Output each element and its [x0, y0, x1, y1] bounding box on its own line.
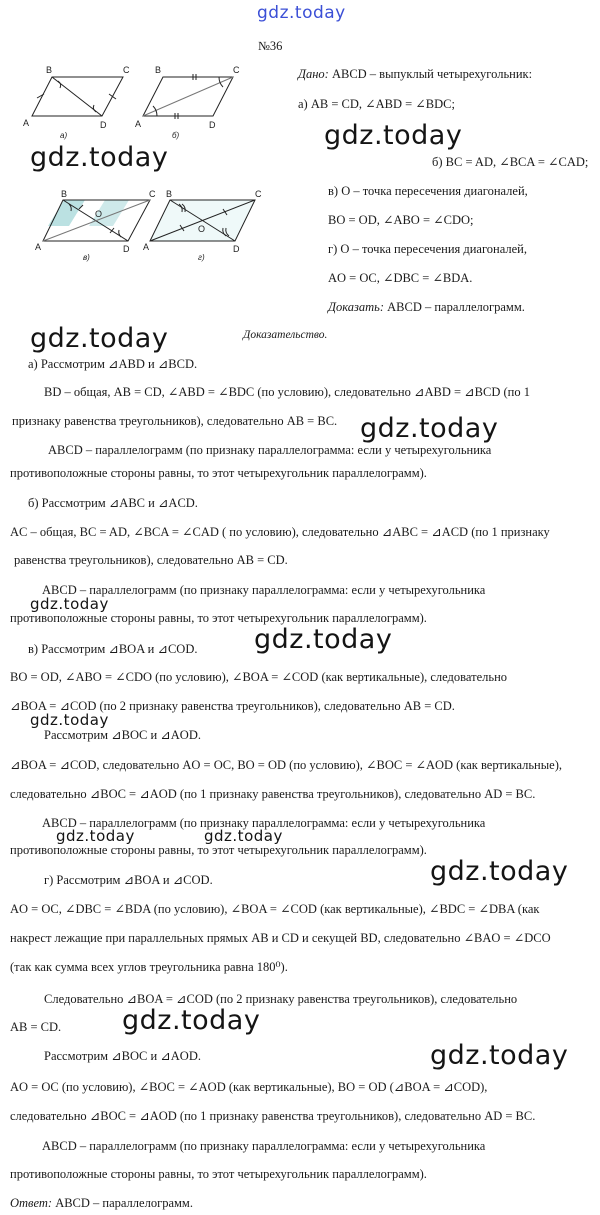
fig-a-label-d: D	[100, 120, 107, 130]
prove-text: ABCD – параллелограмм.	[384, 300, 525, 314]
proof-line: ABCD – параллелограмм (по признаку параллелограмма: если у четырехугольника	[42, 583, 486, 597]
watermark: gdz.today	[254, 624, 393, 655]
answer-label: Ответ:	[10, 1196, 53, 1210]
fig-b-caption: б)	[172, 131, 180, 140]
given-g2: AO = OC, ∠DBC = ∠BDA.	[328, 271, 473, 285]
fig-v-label-d: D	[123, 244, 130, 254]
fig-b-label-b: B	[155, 65, 162, 75]
prove-line	[328, 299, 525, 315]
fig-g-label-b: B	[166, 189, 173, 199]
watermark: gdz.today	[360, 413, 499, 444]
fig-a-caption: а)	[60, 131, 68, 140]
figure-b	[143, 74, 233, 119]
watermark: gdz.today	[324, 120, 463, 151]
given-v2: BO = OD, ∠ABO = ∠CDO;	[328, 213, 474, 227]
fig-g-caption: г)	[198, 253, 205, 262]
proof-line: ⊿BOA = ⊿COD (по 2 признаку равенства треугольников), следовательно AB = CD.	[10, 699, 455, 713]
watermark: gdz.today	[430, 1040, 569, 1071]
proof-line: ⊿BOA = ⊿COD, следовательно AO = OC, BO = OD (по условию), ∠BOC = ∠AOD (как вертикальные),	[10, 758, 562, 772]
proof-line: AO = OC (по условию), ∠BOC = ∠AOD (как вертикальные), BO = OD (⊿BOA = ⊿COD),	[10, 1080, 488, 1094]
watermark: gdz.today	[30, 323, 169, 354]
proof-line: Рассмотрим ⊿BOC и ⊿AOD.	[44, 1049, 201, 1063]
problem-number: №36	[258, 39, 283, 53]
proof-line: противоположные стороны равны, то этот четырехугольник параллелограмм).	[10, 611, 427, 625]
proof-line: ABCD – параллелограмм (по признаку параллелограмма: если у четырехугольника	[42, 1139, 486, 1153]
proof-line: следовательно ⊿BOC = ⊿AOD (по 1 признаку равенства треугольников), следовательно AD = BC.	[10, 787, 536, 801]
fig-v-label-b: B	[61, 189, 68, 199]
answer-line	[10, 1195, 193, 1211]
proof-line: признаку равенства треугольников), следовательно AB = BC.	[12, 414, 338, 428]
proof-line: (так как сумма всех углов треугольника равна 180⁰).	[10, 960, 288, 974]
answer-text: ABCD – параллелограмм.	[52, 1196, 193, 1210]
proof-line: накрест лежащие при параллельных прямых AB и CD и секущей BD, следовательно ∠BAO = ∠DCO	[10, 931, 551, 945]
proof-line: г) Рассмотрим ⊿BOA и ⊿COD.	[44, 873, 213, 887]
watermark: gdz.today	[56, 827, 135, 845]
figure-v	[43, 200, 150, 241]
watermark: gdz.today	[30, 595, 109, 613]
watermark: gdz.today	[122, 1005, 261, 1036]
proof-line: следовательно ⊿BOC = ⊿AOD (по 1 признаку равенства треугольников), следовательно AD = BC.	[10, 1109, 536, 1123]
fig-b-label-a: A	[135, 119, 142, 129]
fig-g-label-o: O	[198, 224, 206, 234]
given-a: а) AB = CD, ∠ABD = ∠BDC;	[298, 97, 455, 111]
watermark: gdz.today	[204, 827, 283, 845]
fig-g-label-c: C	[255, 189, 262, 199]
fig-v-label-a: A	[35, 242, 42, 252]
proof-heading: Доказательство.	[243, 329, 328, 341]
fig-v-caption: в)	[83, 253, 90, 262]
proof-line: в) Рассмотрим ⊿BOA и ⊿COD.	[28, 642, 198, 656]
site-watermark-top: gdz.today	[257, 3, 346, 23]
fig-a-label-b: B	[46, 65, 53, 75]
proof-line: равенства треугольников), следовательно AB = CD.	[14, 553, 288, 567]
proof-line: противоположные стороны равны, то этот четырехугольник параллелограмм).	[10, 466, 427, 480]
fig-v-label-c: C	[149, 189, 156, 199]
given-g1: г) O – точка пересечения диагоналей,	[328, 242, 527, 256]
proof-line: а) Рассмотрим ⊿ABD и ⊿BCD.	[28, 357, 198, 371]
proof-line: Следовательно ⊿BOA = ⊿COD (по 2 признаку равенства треугольников), следовательно	[44, 992, 518, 1006]
proof-line: противоположные стороны равны, то этот четырехугольник параллелограмм).	[10, 1167, 427, 1181]
proof-line: противоположные стороны равны, то этот четырехугольник параллелограмм).	[10, 843, 427, 857]
fig-a-label-a: A	[23, 118, 30, 128]
watermark: gdz.today	[30, 142, 169, 173]
given-line-1	[298, 66, 532, 82]
proof-line: AC – общая, BC = AD, ∠BCA = ∠CAD ( по условию), следовательно ⊿ABC = ⊿ACD (по 1 признаку	[10, 525, 550, 539]
given-text: ABCD – выпуклый четырехугольник:	[328, 67, 533, 81]
fig-b-label-d: D	[209, 120, 216, 130]
proof-line: Рассмотрим ⊿BOC и ⊿AOD.	[44, 728, 201, 742]
watermark: gdz.today	[430, 856, 569, 887]
proof-line: AO = OC, ∠DBC = ∠BDA (по условию), ∠BOA = ∠COD (как вертикальные), ∠BDC = ∠DBA (как	[10, 902, 540, 916]
figure-a	[32, 77, 123, 116]
fig-g-label-a: A	[143, 242, 150, 252]
given-b: б) BC = AD, ∠BCA = ∠CAD;	[432, 155, 589, 169]
given-label: Дано:	[298, 67, 329, 81]
watermark: gdz.today	[30, 711, 109, 729]
proof-line: ABCD – параллелограмм (по признаку параллелограмма: если у четырехугольника	[48, 443, 492, 457]
fig-a-label-c: C	[123, 65, 130, 75]
proof-line: AB = CD.	[10, 1020, 62, 1034]
fig-g-label-d: D	[233, 244, 240, 254]
proof-line: ABCD – параллелограмм (по признаку параллелограмма: если у четырехугольника	[42, 816, 486, 830]
proof-line: б) Рассмотрим ⊿ABC и ⊿ACD.	[28, 496, 198, 510]
fig-b-label-c: C	[233, 65, 240, 75]
proof-line: BD – общая, AB = CD, ∠ABD = ∠BDC (по условию), следовательно ⊿ABD = ⊿BCD (по 1	[44, 385, 530, 399]
proof-line: BO = OD, ∠ABO = ∠CDO (по условию), ∠BOA = ∠COD (как вертикальные), следовательно	[10, 670, 508, 684]
figure-g	[150, 200, 255, 241]
prove-label: Доказать:	[328, 300, 384, 314]
fig-v-label-o: O	[95, 209, 103, 219]
given-v1: в) O – точка пересечения диагоналей,	[328, 184, 528, 198]
